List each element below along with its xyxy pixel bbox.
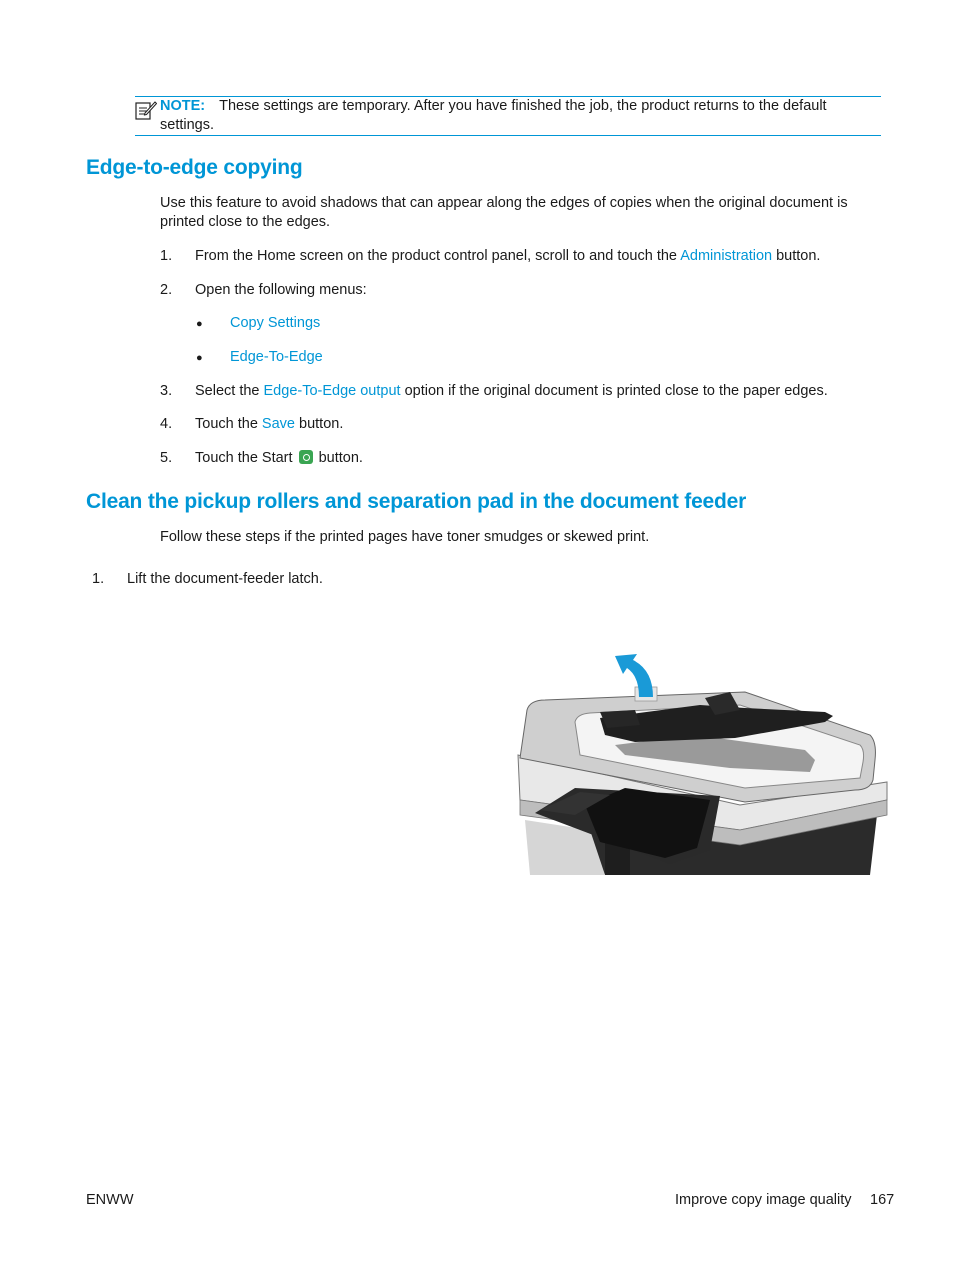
edge-to-edge-output-link[interactable]: Edge-To-Edge output (263, 383, 401, 399)
step-text: Lift the document-feeder latch. (127, 571, 323, 587)
step-text (195, 247, 885, 266)
footer-section-title: Improve copy image quality (675, 1192, 852, 1208)
step-text (195, 449, 363, 468)
start-icon (299, 450, 313, 464)
footer-left: ENWW (86, 1192, 134, 1208)
step-text (195, 415, 343, 434)
step-text-pre: From the Home screen on the product control panel, scroll to and touch the (195, 248, 681, 264)
step-text-post: button. (772, 248, 821, 264)
step-text-pre: Touch the (195, 416, 262, 432)
step-number: 3. (160, 383, 173, 399)
step-text-post: button. (314, 450, 363, 466)
bullet: ● (196, 352, 203, 364)
note-icon (135, 99, 157, 121)
section-heading-clean-rollers: Clean the pickup rollers and separation pad in the document feeder (86, 490, 747, 513)
step-number: 1. (160, 248, 173, 264)
step-number: 5. (160, 450, 173, 466)
page-number: 167 (870, 1192, 895, 1208)
note-box (135, 96, 881, 136)
section2-intro: Follow these steps if the printed pages have toner smudges or skewed print. (160, 529, 650, 545)
step-number: 2. (160, 282, 173, 298)
step-text-pre: Touch the Start (195, 450, 297, 466)
save-link[interactable]: Save (261, 416, 295, 432)
menu-edge-to-edge[interactable]: Edge-To-Edge (230, 349, 323, 365)
section-heading-edge-to-edge: Edge-to-edge copying (86, 156, 303, 179)
step-text-post: button. (294, 416, 344, 432)
step-text: Open the following menus: (195, 282, 367, 298)
step-text-pre: Select the (195, 383, 264, 399)
step-number: 1. (92, 571, 105, 587)
section1-intro: Use this feature to avoid shadows that can appear along the edges of copies when the original document is printed close to the edges. (160, 195, 848, 230)
bullet: ● (196, 318, 203, 330)
menu-copy-settings[interactable]: Copy Settings (230, 315, 321, 331)
note-body: These settings are temporary. After you have finished the job, the product returns to the default settings. (160, 98, 827, 133)
administration-link[interactable]: Administration (680, 248, 773, 264)
printer-illustration (515, 650, 890, 875)
note-text (160, 97, 881, 135)
step-number: 4. (160, 416, 173, 432)
step-text-post: option if the original document is printed close to the paper edges. (400, 383, 828, 399)
step-text (195, 382, 895, 401)
note-label: NOTE: (160, 98, 206, 114)
